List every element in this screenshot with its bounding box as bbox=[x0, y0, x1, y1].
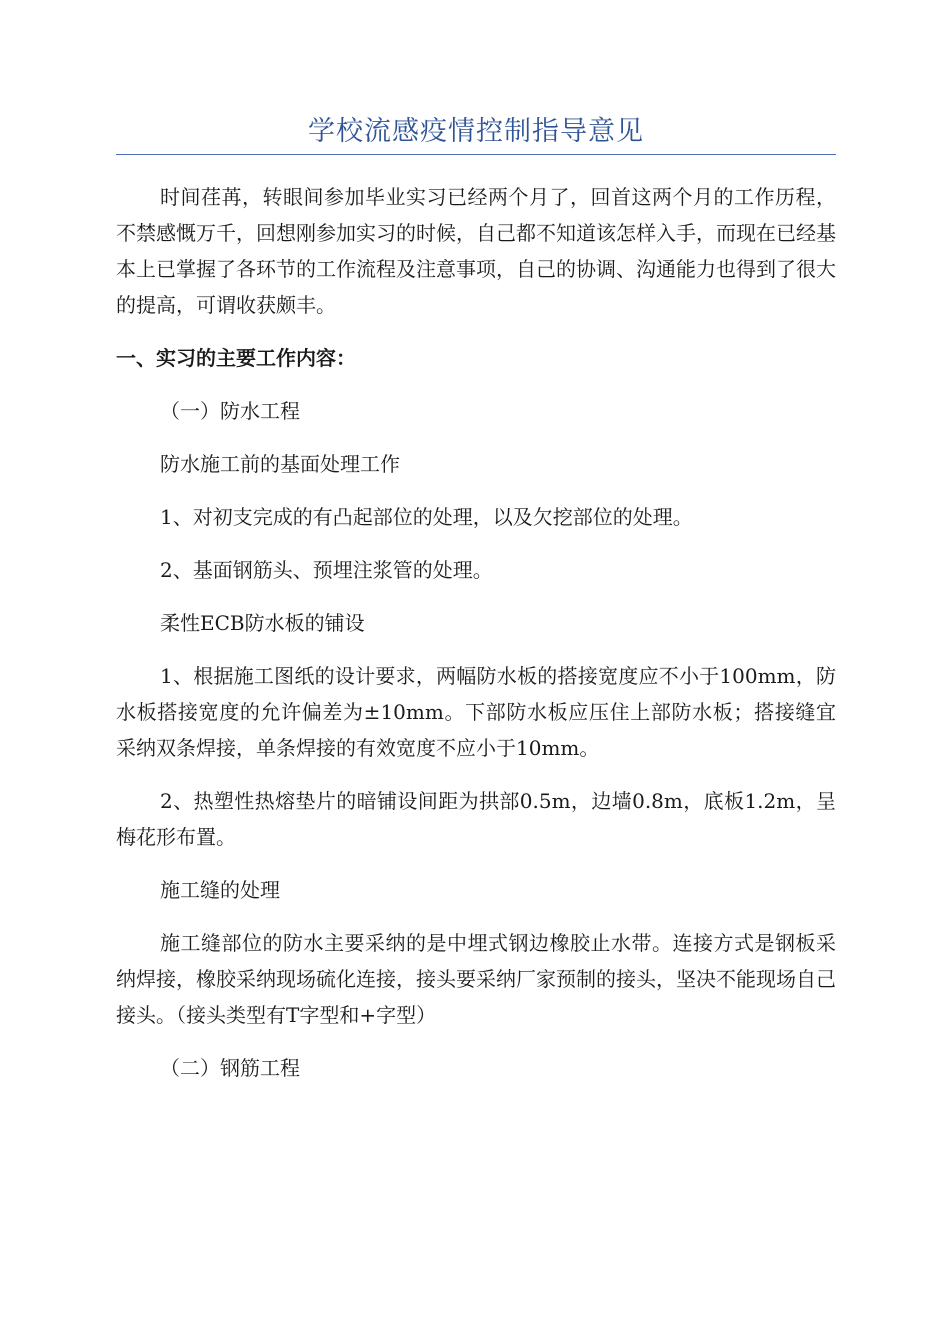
joint-paragraph: 施工缝部位的防水主要采纳的是中埋式钢边橡胶止水带。连接方式是钢板采纳焊接，橡胶采纳现场硫化连接，接头要采纳厂家预制的接头，坚决不能现场自己接头。（接头类型有T字型和+字型） bbox=[116, 931, 836, 1027]
document-page bbox=[116, 110, 836, 1086]
ecb-title: 柔性ECB防水板的铺设 bbox=[160, 611, 365, 635]
base-treatment-item-2: 2、基面钢筋头、预埋注浆管的处理。 bbox=[160, 558, 493, 582]
ecb-item-2: 2、热塑性热熔垫片的暗铺设间距为拱部0.5m，边墙0.8m，底板1.2m，呈梅花形布置。 bbox=[116, 789, 836, 849]
ecb-item-1: 1、根据施工图纸的设计要求，两幅防水板的搭接宽度应不小于100mm，防水板搭接宽度的允许偏差为±10mm。下部防水板应压住上部防水板；搭接缝宜采纳双条焊接，单条焊接的有效宽度不应小于10mm。 bbox=[116, 664, 836, 760]
base-treatment-item-1: 1、对初支完成的有凸起部位的处理，以及欠挖部位的处理。 bbox=[160, 505, 693, 529]
base-treatment-title: 防水施工前的基面处理工作 bbox=[160, 452, 400, 476]
section-heading-1: 一、实习的主要工作内容： bbox=[116, 346, 356, 370]
subsection-title-rebar: （二）钢筋工程 bbox=[160, 1056, 300, 1080]
joint-title: 施工缝的处理 bbox=[160, 878, 280, 902]
subsection-title-waterproofing: （一）防水工程 bbox=[160, 399, 300, 423]
document-title: 学校流感疫情控制指导意见 bbox=[116, 110, 836, 155]
intro-paragraph: 时间荏苒，转眼间参加毕业实习已经两个月了，回首这两个月的工作历程，不禁感慨万千，回想刚参加实习的时候，自己都不知道该怎样入手，而现在已经基本上已掌握了各环节的工作流程及注意事项，自己的协调、沟通能力也得到了很大的提高，可谓收获颇丰。 bbox=[116, 185, 836, 317]
